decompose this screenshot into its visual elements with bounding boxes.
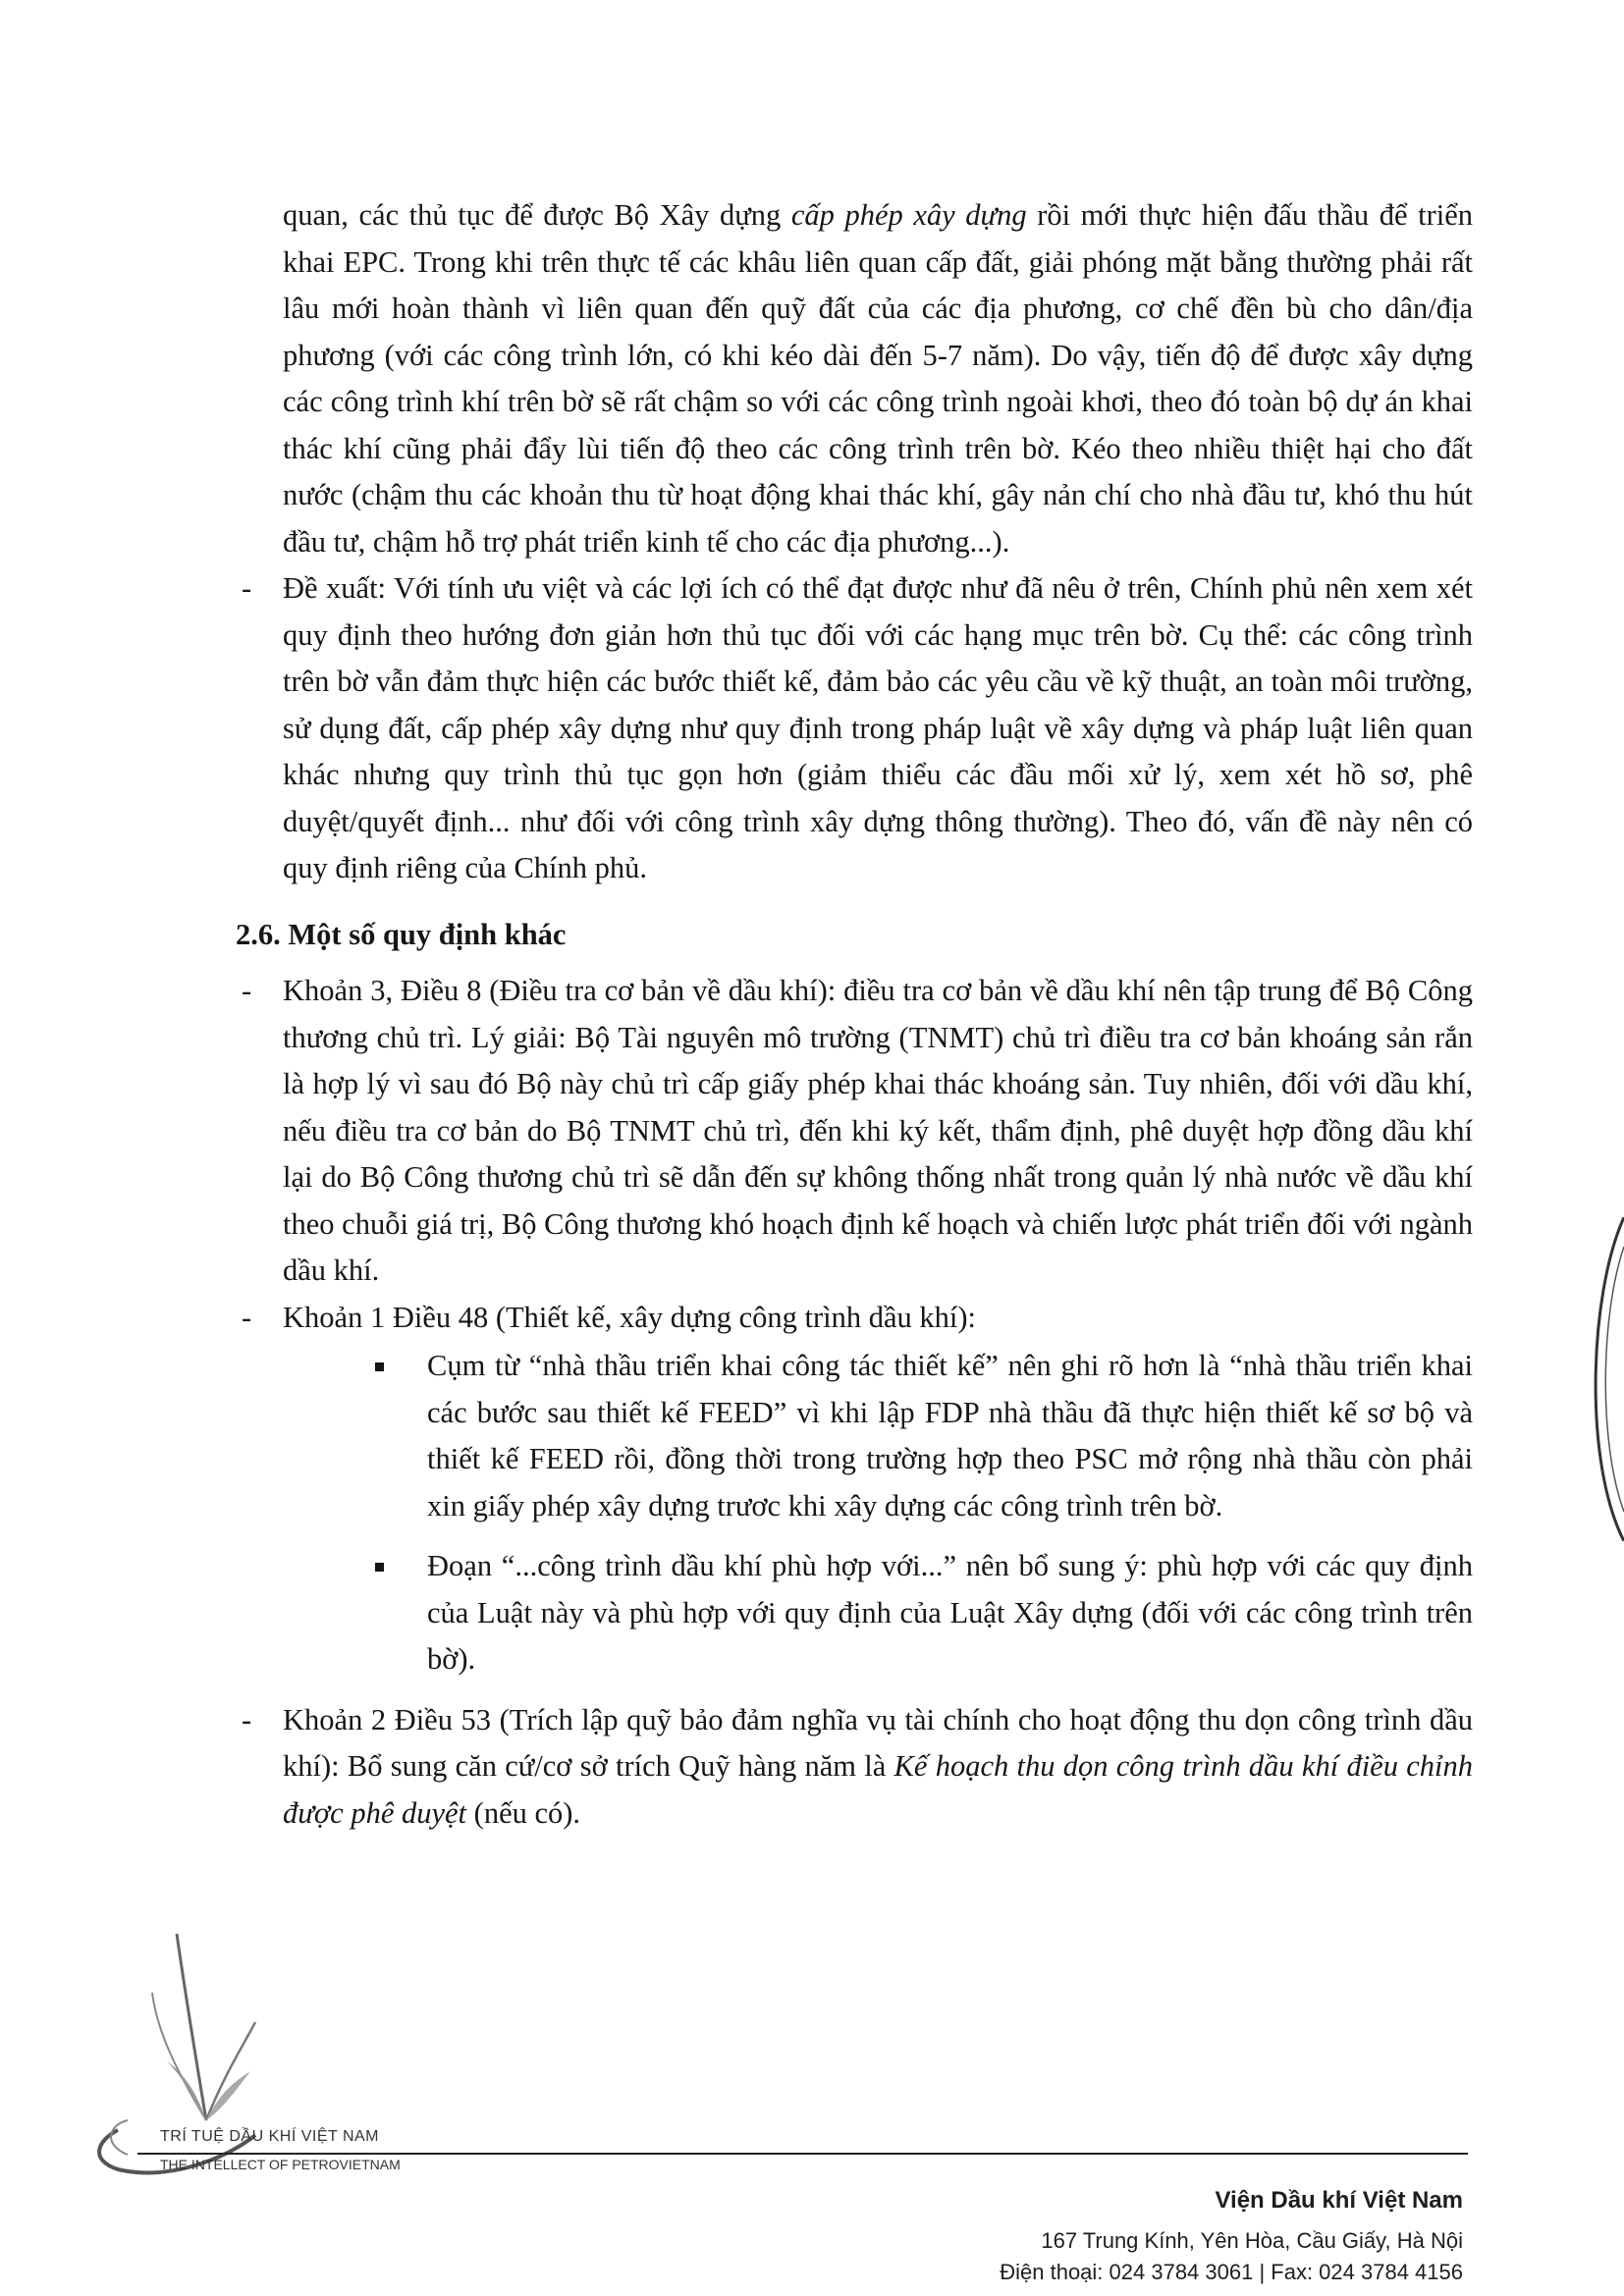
contact-line: Điện thoại: 024 3784 3061 | Fax: 024 3784 4156	[1000, 2260, 1463, 2284]
list-item-text: Khoản 3, Điều 8 (Điều tra cơ bản về dầu khí): điều tra cơ bản về dầu khí nên tập trung để Bộ Công thương chủ trì. Lý giải: Bộ Tài nguyên mô trường (TNMT) chủ trì điều tra cơ bản khoáng sản rắn là hợp lý vì sau đó Bộ này chủ trì cấp giấy phép khai thác khoáng sản. Tuy nhiên, đối với dầu khí, nếu điều tra cơ bản do Bộ TNMT chủ trì, đến khi ký kết, thẩm định, phê duyệt hợp đồng dầu khí lại do Bộ Công thương chủ trì sẽ dẫn đến sự không thống nhất trong quản lý nhà nước về dầu khí theo chuỗi giá trị, Bộ Công thương khó hoạch định kế hoạch và chiến lược phát triển đối với ngành dầu khí.	[283, 974, 1473, 1287]
paragraph-text: rồi mới thực hiện đấu thầu để triển khai EPC. Trong khi trên thực tế các khâu liên quan cấp đất, giải phóng mặt bằng thường phải rất lâu mới hoàn thành vì liên quan đến quỹ đất của các địa phương, cơ chế đền bù cho dân/địa phương (với các công trình lớn, có khi kéo dài đến 5-7 năm). Do vậy, tiến độ để được xây dựng các công trình khí trên bờ sẽ rất chậm so với các công trình ngoài khơi, theo đó toàn bộ dự án khai thác khí cũng phải đẩy lùi tiến độ theo các công trình trên bờ. Kéo theo nhiều thiệt hại cho đất nước (chậm thu các khoản thu từ hoạt động khai thác khí, gây nản chí cho nhà đầu tư, khó thu hút đầu tư, chậm hỗ trợ phát triển kinh tế cho các địa phương...).	[283, 198, 1473, 559]
list-item-article-48	[236, 1295, 1473, 1342]
document-body	[236, 192, 1473, 1837]
footer-divider	[137, 2153, 1468, 2155]
bullet-text: Đoạn “...công trình dầu khí phù hợp với...” nên bổ sung ý: phù hợp với các quy định của Luật này và phù hợp với quy định của Luật Xây dựng (đối với các công trình trên bờ).	[427, 1549, 1473, 1676]
section-heading: 2.6. Một số quy định khác	[236, 917, 567, 951]
address-line: 167 Trung Kính, Yên Hòa, Cầu Giấy, Hà Nội	[1041, 2228, 1463, 2253]
logo-tagline-en: THE INTELLECT OF PETROVIETNAM	[160, 2157, 401, 2172]
square-bullet-icon	[375, 1563, 384, 1572]
list-item-article-8	[236, 968, 1473, 1295]
logo-tagline-vn: TRÍ TUỆ DẦU KHÍ VIỆT NAM	[160, 2128, 379, 2145]
partial-stamp-edge-icon	[1579, 1217, 1624, 1541]
list-item-text: Khoản 2 Điều 53 (Trích lập quỹ bảo đảm nghĩa vụ tài chính cho hoạt động thu dọn công trình dầu khí): Bổ sung căn cứ/cơ sở trích Quỹ hàng năm là	[283, 1702, 1473, 1783]
list-item-article-53	[236, 1697, 1473, 1838]
dash-marker: -	[242, 571, 252, 605]
dash-marker: -	[242, 974, 252, 1007]
list-item-text: Đề xuất: Với tính ưu việt và các lợi ích có thể đạt được như đã nêu ở trên, Chính phủ nên xem xét quy định theo hướng đơn giản hơn thủ tục đối với các hạng mục trên bờ. Cụ thể: các công trình trên bờ vẫn đảm thực hiện các bước thiết kế, đảm bảo các yêu cầu về kỹ thuật, an toàn môi trường, sử dụng đất, cấp phép xây dựng như quy định trong pháp luật về xây dựng và pháp luật liên quan khác nhưng quy trình thủ tục gọn hơn (giảm thiểu các đầu mối xử lý, xem xét hồ sơ, phê duyệt/quyết định... như đối với công trình xây dựng thông thường). Theo đó, vấn đề này nên có quy định riêng của Chính phủ.	[283, 571, 1473, 884]
paragraph-continuation	[283, 192, 1473, 565]
dash-marker: -	[242, 1702, 252, 1736]
square-bullet-icon	[375, 1362, 384, 1371]
bullet-item	[236, 1543, 1473, 1683]
organization-name: Viện Dầu khí Việt Nam	[1215, 2187, 1463, 2214]
bullet-list	[236, 1343, 1473, 1683]
bullet-text: Cụm từ “nhà thầu triển khai công tác thiết kế” nên ghi rõ hơn là “nhà thầu triển khai các bước sau thiết kế FEED” vì khi lập FDP nhà thầu đã thực hiện thiết kế sơ bộ và thiết kế FEED rồi, đồng thời trong trường hợp theo PSC mở rộng nhà thầu còn phải xin giấy phép xây dựng trươc khi xây dựng các công trình trên bờ.	[427, 1349, 1473, 1522]
emphasis-text: cấp phép xây dựng	[790, 198, 1027, 232]
list-item-text: (nếu có).	[466, 1795, 581, 1830]
emphasis-text: Kế hoạch thu dọn công trình dầu khí điều chỉnh được phê duyệt	[283, 1749, 1474, 1830]
list-item-proposal	[236, 565, 1473, 892]
bullet-item	[236, 1343, 1473, 1529]
list-item-text: Khoản 1 Điều 48 (Thiết kế, xây dựng công trình dầu khí):	[283, 1300, 977, 1334]
dash-marker: -	[242, 1300, 252, 1334]
paragraph-text: quan, các thủ tục để được Bộ Xây dựng	[283, 198, 791, 232]
